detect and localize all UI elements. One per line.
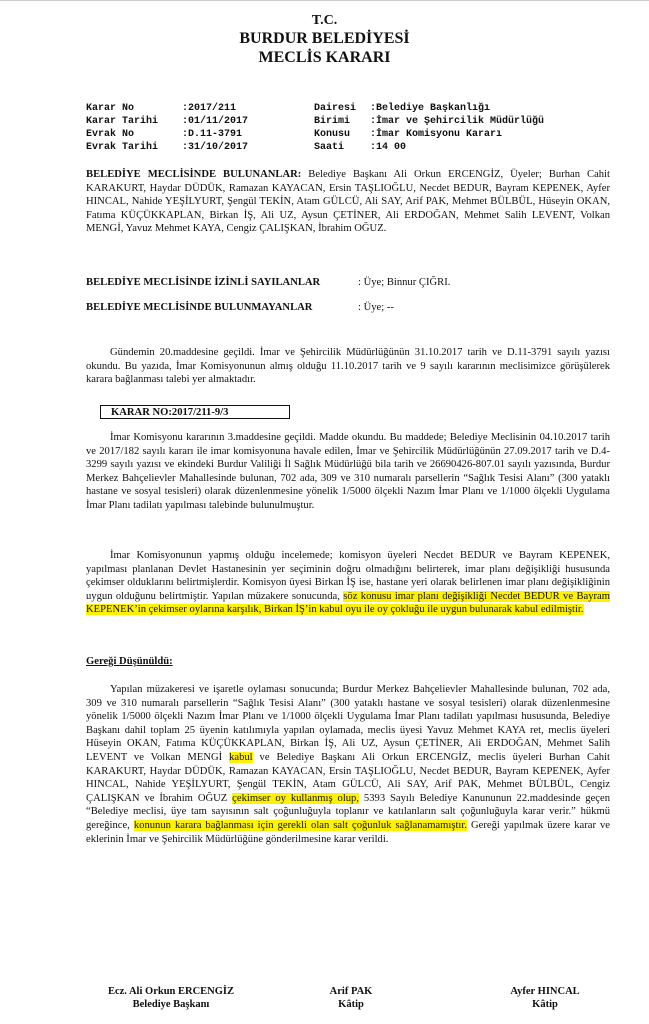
resolution-text-b: ve Belediye Başkanı Ali Orkun ERCENGİZ, meclis üyeleri Burhan Cahit KARAKURT, Haydar DÜDÜK, Ramazan KAYACAN, Ersin TAŞLIOĞLU, Necdet BEDUR, Bayram KEPENEK, Ayfer HINCAL, Nahide YEŞİLYURT, Şengül TEKİN, Atam GÜLCÜ, Ali SAY, Arif PAK, Mehmet BÜLBÜL, Cengiz ÇALIŞKAN ve İbrahim OĞUZ: [86, 751, 610, 804]
signature-name: Arif PAK: [329, 986, 373, 997]
resolution-highlight-accept: kabul: [229, 751, 253, 763]
resolution-highlight-majority: konunun karara bağlanması için gerekli olan salt çoğunluk sağlanamamıştır.: [133, 819, 467, 831]
review-paragraph: [86, 549, 610, 617]
gereg-heading: Gereği Düşünüldü:: [86, 656, 173, 667]
meta-label: Saati: [314, 142, 345, 153]
review-text: İmar Komisyonunun yapmış olduğu incelemede; komisyon üyeleri Necdet BEDUR ve Bayram KEPENEK, yapılması planlanan Devlet Hastanesinin yer seçiminin doğru olmadığını belirterek, imar planı değişikliği hususunda çekimser olduklarını belirtmişlerdir. Komisyon üyesi Birkan İŞ ise, hastane yeri olarak belirlenen imar planı değişikliğinin uygun olduğunu belirtmiştir. Yapılan müzakere sonucunda,: [86, 550, 610, 602]
meta-label: Konusu: [314, 129, 351, 140]
meta-label: Evrak Tarihi: [86, 142, 159, 153]
meta-value: :2017/211: [182, 103, 237, 114]
excused-row: [86, 276, 610, 290]
resolution-paragraph: [86, 683, 610, 846]
meta-label: Evrak No: [86, 129, 135, 140]
resolution-text-a: Yapılan müzakeresi ve işaretle oylaması sonucunda; Burdur Merkez Bahçelievler Mahallesinde bulunan, 702 ada, 309 ve 310 numaralı parsellerin “Sağlık Tesisi Alanı” (300 yataklı hastane ve sosyal tesisleri) olarak düzenlenmesine yönelik 1/5000 ölçekli Nazım İmar Planı ve 1/1000 ölçekli Uygulama İmar Planı tadilatı yapılması hususunda, Belediye Başkanı dahil toplam 25 üyenin katılımıyla yapılan oylamada, meclis üyesi Yavuz Mehmet KAYA ret, meclis üyeleri Hüseyin OKAN, Fatıma KÜÇÜKKAPLAN, Birkan İŞ, Ali UZ, Aysun ÇETİNER, Ali ERDOĞAN, Mehmet Salih LEVENT ve Volkan MENGİ: [86, 684, 610, 763]
meta-row: [86, 102, 248, 115]
excused-label: BELEDİYE MECLİSİNDE İZİNLİ SAYILANLAR: [86, 277, 321, 288]
signature-title: Kâtip: [338, 999, 364, 1010]
meta-left: [86, 102, 248, 154]
attendees-label: BELEDİYE MECLİSİNDE BULUNANLAR:: [86, 169, 302, 180]
signature-clerk-2: [480, 985, 610, 1011]
meta-row: [86, 115, 248, 128]
meta-label: Dairesi: [314, 103, 357, 114]
signature-name: Ayfer HINCAL: [510, 986, 580, 997]
meta-right: [314, 102, 544, 154]
meta-row: [86, 141, 248, 154]
meta-value: :14 00: [370, 142, 407, 153]
absent-label: BELEDİYE MECLİSİNDE BULUNMAYANLAR: [86, 302, 313, 313]
meta-row: [314, 128, 544, 141]
meta-value: :31/10/2017: [182, 142, 249, 153]
meta-label: Birimi: [314, 116, 351, 127]
meta-label: Karar Tarihi: [86, 116, 159, 127]
absent-value: : Üye; --: [358, 302, 394, 313]
meta-value: :İmar ve Şehircilik Müdürlüğü: [370, 116, 545, 127]
meta-value: :Belediye Başkanlığı: [370, 103, 491, 114]
header-tc: T.C.: [311, 13, 338, 28]
meta-value: :D.11-3791: [182, 129, 243, 140]
signature-mayor: [86, 985, 256, 1011]
signature-clerk-1: [296, 985, 406, 1011]
header-title: MECLİS KARARI: [258, 49, 391, 66]
attendees-paragraph: [86, 168, 610, 236]
resolution-text-d: Gereği yapılmak üzere karar ve eklerinin İmar ve Şehircilik Müdürlüğüne gönderilmesine karar verildi.: [86, 819, 610, 845]
commission-paragraph: İmar Komisyonu kararının 3.maddesine geçildi. Madde okundu. Bu maddede; Belediye Meclisinin 04.10.2017 tarih ve 2017/182 sayılı kararı ile imar komisyonuna havale edilen, İmar ve Şehircilik Müdürlüğünün 27.09.2017 tarih ve D.4-3299 sayılı yazısı ve ekindeki Burdur Valiliği İl Sağlık Müdürlüğü bila tarih ve 26690426-807.01 sayılı yazısında, Burdur Merkez Bahçelievler Mahallesinde bulunan, 702 ada, 309 ve 310 numaralı parsellerin “Sağlık Tesisi Alanı” (300 yataklı hastane ve sosyal tesisleri) olarak düzenlenmesine yönelik 1/5000 ölçekli Nazım İmar Planı ve 1/1000 ölçekli Uygulama İmar Planı tadilatı yapılması talebinde bulunulmuştur.: [86, 432, 610, 511]
decision-number-box: KARAR NO:2017/211-9/3: [100, 405, 290, 419]
resolution-text-c: 5393 Sayılı Belediye Kanununun 22.maddesinde geçen “Belediye meclisi, üye tam sayısının salt çoğunluğuyla toplanır ve katılanların salt çoğunluğuyla karar verir.” hükmü gereğince,: [86, 792, 611, 831]
attendees-text: Belediye Başkanı Ali Orkun ERCENGİZ, Üyeler; Burhan Cahit KARAKURT, Haydar DÜDÜK, Ramazan KAYACAN, Ersin TAŞLIOĞLU, Necdet BEDUR, Bayram KEPENEK, Ayfer HINCAL, Nahide YEŞİLYURT, Şengül TEKİN, Atam GÜLCÜ, Ali SAY, Arif PAK, Mehmet BÜLBÜL, Hüseyin OKAN, Fatıma KÜÇÜKKAPLAN, Birkan İŞ, Ali UZ, Aysun ÇETİNER, Ali ERDOĞAN, Mehmet Salih LEVENT, Volkan MENGİ, Yavuz Mehmet KAYA, Cengiz ÇALIŞKAN, İbrahim OĞUZ.: [86, 169, 610, 235]
resolution-highlight-abstain: çekimser oy kullanmış olup,: [232, 792, 360, 804]
meta-label: Karar No: [86, 103, 135, 114]
header-municipality: BURDUR BELEDİYESİ: [239, 30, 410, 47]
review-highlight: söz konusu imar planı değişikliği Necdet BEDUR ve Bayram KEPENEK’in çekimser oylarına karşılık, Birkan İŞ’in kabul oyu ile oy çokluğu ile uygun bulunarak kabul edilmiştir.: [86, 590, 610, 616]
absent-row: [86, 301, 610, 315]
meta-value: :İmar Komisyonu Kararı: [370, 129, 503, 140]
intro-paragraph: Gündemin 20.maddesine geçildi. İmar ve Şehircilik Müdürlüğünün 31.10.2017 tarih ve D.11-3791 sayılı yazısı okundu. Bu yazıda, İmar Komisyonunun almış olduğu 11.10.2017 tarih ve 9 sayılı kararının meclisimizce görüşülerek karara bağlanması talebi yer almaktadır.: [86, 347, 610, 386]
meta-row: [314, 102, 544, 115]
excused-value: : Üye; Binnur ÇIĞRI.: [358, 277, 451, 288]
meta-row: [314, 115, 544, 128]
meta-row: [314, 141, 544, 154]
meta-value: :01/11/2017: [182, 116, 249, 127]
signature-name: Ecz. Ali Orkun ERCENGİZ: [107, 986, 235, 997]
signature-title: Kâtip: [532, 999, 558, 1010]
meta-row: [86, 128, 248, 141]
signature-title: Belediye Başkanı: [132, 999, 210, 1010]
